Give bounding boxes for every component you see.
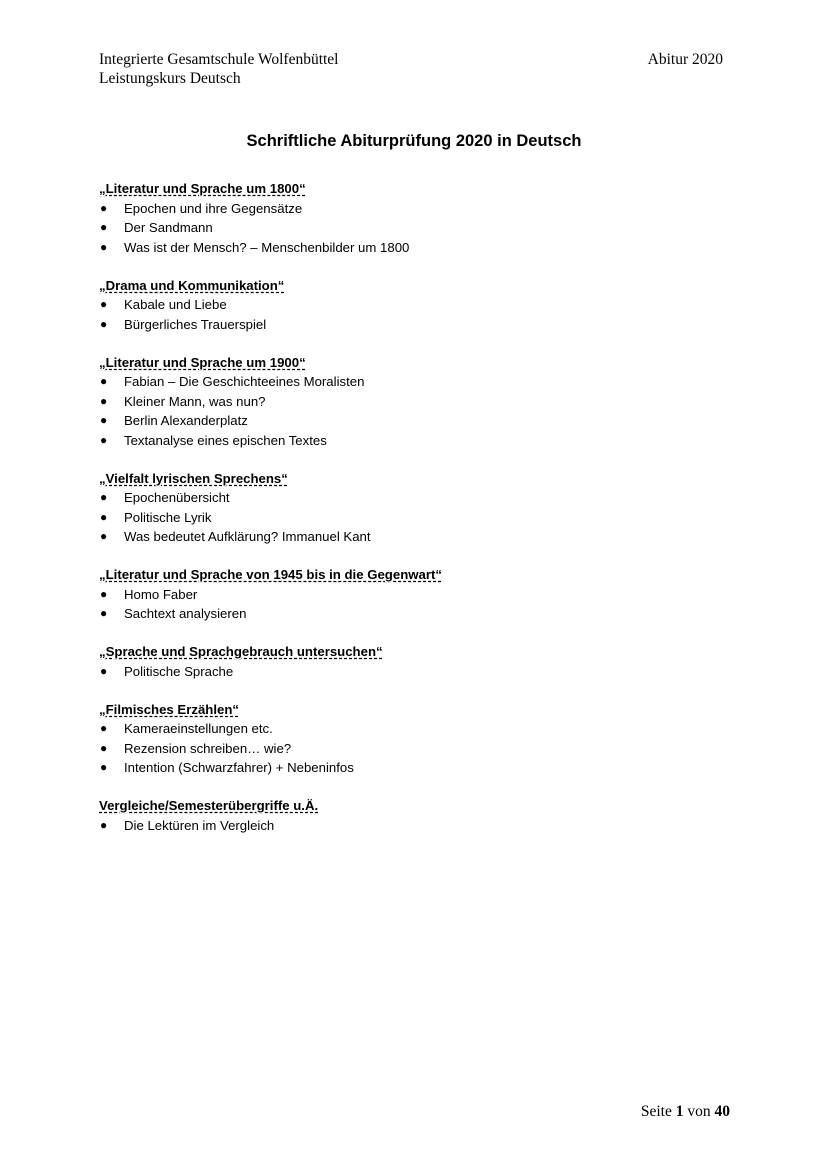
bullet-list bbox=[99, 585, 739, 624]
bullet-icon: ● bbox=[100, 239, 108, 254]
list-item-text: Intention (Schwarzfahrer) + Nebeninfos bbox=[124, 760, 354, 775]
list-item bbox=[99, 315, 739, 335]
page-label: Seite bbox=[640, 1103, 672, 1120]
bullet-icon: ● bbox=[100, 316, 108, 331]
list-item-text: Epochenübersicht bbox=[124, 490, 230, 505]
section-heading: „Filmisches Erzählen“ bbox=[99, 701, 239, 717]
bullet-list bbox=[99, 662, 739, 682]
bullet-list bbox=[99, 372, 739, 450]
list-item bbox=[99, 758, 739, 778]
section-heading: „Drama und Kommunikation“ bbox=[99, 277, 285, 293]
list-item-text: Politische Sprache bbox=[124, 663, 234, 679]
bullet-icon: ● bbox=[100, 760, 108, 774]
list-item-text: Was bedeutet Aufklärung? Immanuel Kant bbox=[124, 529, 371, 544]
list-item bbox=[99, 238, 739, 258]
of-label: von bbox=[687, 1103, 711, 1120]
list-item bbox=[99, 411, 739, 431]
section-heading: „Literatur und Sprache von 1945 bis in die Gegenwart“ bbox=[99, 567, 442, 582]
topic-section bbox=[99, 353, 739, 451]
list-item bbox=[99, 372, 739, 392]
list-item-text: Fabian – Die Geschichteeines Moralisten bbox=[124, 374, 365, 389]
list-item-text: Politische Lyrik bbox=[124, 509, 212, 525]
bullet-icon: ● bbox=[100, 817, 108, 832]
list-item bbox=[99, 816, 739, 836]
list-item-text: Textanalyse eines epischen Textes bbox=[124, 432, 327, 448]
section-heading: „Literatur und Sprache um 1800“ bbox=[99, 181, 306, 196]
section-heading: „Sprache und Sprachgebrauch untersuchen“ bbox=[99, 644, 383, 659]
list-item bbox=[99, 662, 739, 682]
course-name: Leistungskurs Deutsch bbox=[99, 70, 241, 87]
list-item-text: Die Lektüren im Vergleich bbox=[124, 817, 275, 833]
list-item-text: Kabale und Liebe bbox=[124, 297, 227, 312]
bullet-list bbox=[99, 199, 739, 258]
list-item-text: Rezension schreiben… wie? bbox=[124, 740, 292, 756]
page-footer bbox=[641, 1103, 730, 1121]
bullet-icon: ● bbox=[100, 393, 108, 408]
list-item bbox=[99, 508, 739, 528]
topic-section bbox=[99, 276, 739, 335]
list-item-text: Kleiner Mann, was nun? bbox=[124, 393, 266, 409]
page-title: Schriftliche Abiturprüfung 2020 in Deutsch bbox=[246, 132, 582, 150]
bullet-icon: ● bbox=[100, 721, 108, 735]
page-header-left bbox=[99, 50, 339, 88]
list-item bbox=[99, 739, 739, 759]
topic-section bbox=[99, 179, 739, 257]
bullet-list bbox=[99, 488, 739, 547]
bullet-icon: ● bbox=[100, 663, 108, 678]
list-item-text: Berlin Alexanderplatz bbox=[124, 413, 248, 428]
bullet-icon: ● bbox=[100, 413, 108, 427]
list-item bbox=[99, 527, 739, 547]
list-item-text: Bürgerliches Trauerspiel bbox=[124, 316, 267, 332]
bullet-icon: ● bbox=[100, 220, 108, 234]
list-item bbox=[99, 604, 739, 624]
list-item-text: Homo Faber bbox=[124, 586, 198, 602]
bullet-list bbox=[99, 719, 739, 778]
bullet-list bbox=[99, 816, 739, 836]
bullet-icon: ● bbox=[100, 529, 108, 543]
bullet-icon: ● bbox=[100, 432, 108, 447]
list-item-text: Sachtext analysieren bbox=[124, 606, 247, 621]
topic-section bbox=[99, 565, 739, 624]
list-item bbox=[99, 719, 739, 739]
list-item-text: Kameraeinstellungen etc. bbox=[124, 721, 273, 736]
section-heading: „Vielfalt lyrischen Sprechens“ bbox=[99, 470, 288, 486]
list-item bbox=[99, 295, 739, 315]
list-item bbox=[99, 585, 739, 605]
list-item bbox=[99, 218, 739, 238]
topic-list bbox=[99, 179, 739, 854]
bullet-icon: ● bbox=[100, 200, 108, 215]
bullet-icon: ● bbox=[100, 509, 108, 524]
bullet-icon: ● bbox=[100, 490, 108, 504]
section-heading: „Literatur und Sprache um 1900“ bbox=[99, 354, 306, 370]
list-item-text: Der Sandmann bbox=[124, 220, 213, 235]
topic-section bbox=[99, 642, 739, 681]
topic-section bbox=[99, 469, 739, 547]
section-heading: Vergleiche/Semesterübergriffe u.Ä. bbox=[99, 798, 319, 813]
topic-section bbox=[99, 796, 739, 835]
bullet-icon: ● bbox=[100, 374, 108, 388]
exam-year: Abitur 2020 bbox=[647, 51, 723, 68]
list-item bbox=[99, 199, 739, 219]
list-item bbox=[99, 488, 739, 508]
topic-section bbox=[99, 700, 739, 778]
bullet-list bbox=[99, 295, 739, 334]
bullet-icon: ● bbox=[100, 606, 108, 620]
list-item-text: Epochen und ihre Gegensätze bbox=[124, 200, 303, 216]
list-item bbox=[99, 431, 739, 451]
bullet-icon: ● bbox=[100, 586, 108, 601]
school-name: Integrierte Gesamtschule Wolfenbüttel bbox=[99, 51, 339, 68]
bullet-icon: ● bbox=[100, 297, 108, 311]
bullet-icon: ● bbox=[100, 740, 108, 755]
total-pages: 40 bbox=[714, 1103, 730, 1120]
list-item bbox=[99, 392, 739, 412]
list-item-text: Was ist der Mensch? – Menschenbilder um 1800 bbox=[124, 239, 410, 255]
page-number: 1 bbox=[675, 1103, 684, 1120]
